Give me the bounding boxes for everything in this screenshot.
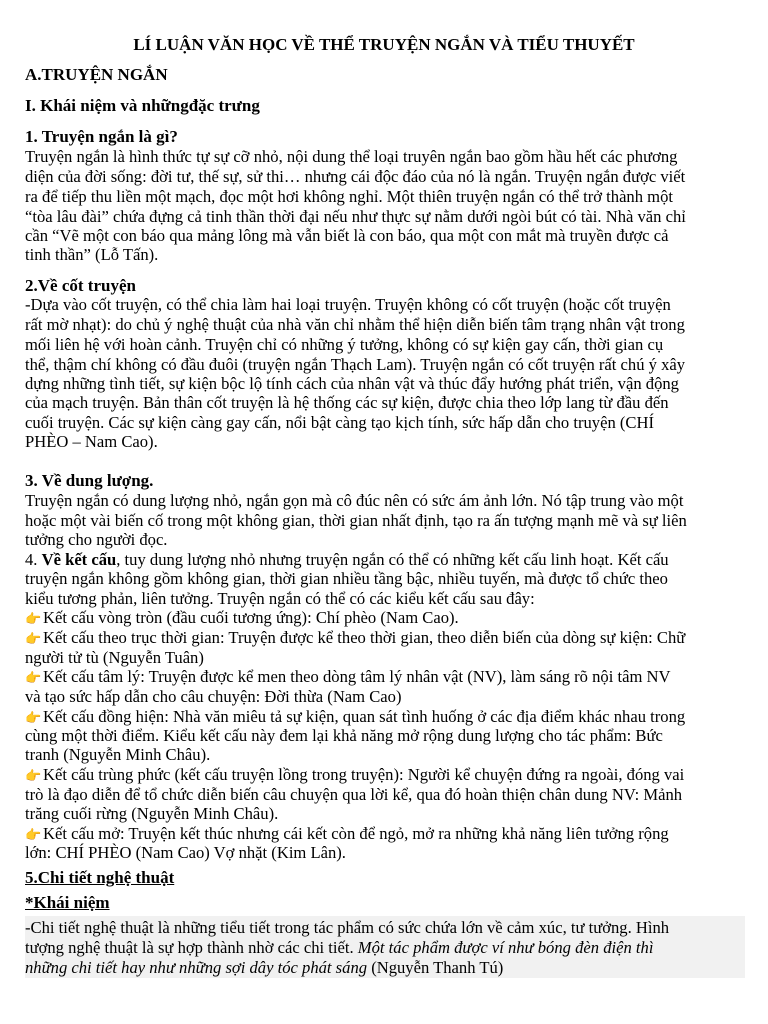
pointing-hand-icon: 👉	[25, 828, 42, 843]
s1-line: cần “Vẽ một con báo qua mảng lông mà vẫn biết là con báo, qua một con mắt mà truyền được cả	[25, 226, 669, 245]
bullet-text: Kết cấu mở: Truyện kết thúc nhưng cái kết còn để ngỏ, mở ra những khả năng liên tưởng rộng	[43, 824, 669, 843]
s2-line: rất mờ nhạt): do chủ ý nghệ thuật của nhà văn chỉ nhằm thể hiện diễn biến tâm trạng nhân vật trong	[25, 315, 685, 334]
s4-heading: Về kết cấu	[41, 550, 117, 569]
s4-bullet-cont: trăng cuối rừng (Nguyễn Minh Châu).	[25, 804, 279, 823]
pointing-hand-icon: 👉	[25, 632, 42, 647]
s2-heading: 2.Về cốt truyện	[25, 276, 136, 295]
s4-bullet-cont: và tạo sức hấp dẫn cho câu chuyện: Đời thừa (Nam Cao)	[25, 687, 402, 706]
s4-bullet-line	[25, 628, 685, 650]
s2-line: của mạch truyện. Bản thân cốt truyện là hệ thống các sự kiện, được chia theo lớp lang từ đầu đến	[25, 393, 669, 412]
s5-line	[25, 938, 653, 958]
s1-line: Truyện ngắn là hình thức tự sự cỡ nhỏ, nội dung thể loại truyên ngắn bao gồm hầu hết các phương	[25, 147, 678, 166]
s4-first-line	[25, 550, 669, 570]
bullet-text: Kết cấu đồng hiện: Nhà văn miêu tả sự kiện, quan sát tình huống ở các địa điểm khác nhau trong	[43, 707, 686, 726]
s5-line	[25, 958, 503, 978]
s4-number: 4.	[25, 550, 42, 569]
s2-line: cuối truyện. Các sự kiện càng gay cấn, nổi bật càng tạo kịch tính, sức hấp dẫn cho truyện (CHÍ	[25, 413, 654, 432]
s4-bullet-cont: trò là đạo diễn để tổ chức diễn biến câu chuyện qua lời kể, qua đó hoàn thiện chân dung NV: Mảnh	[25, 785, 683, 804]
s1-heading: 1. Truyện ngắn là gì?	[25, 127, 178, 146]
s4-first-rest: , tuy dung lượng nhỏ nhưng truyện ngắn có thể có những kết cấu linh hoạt. Kết cấu	[116, 550, 669, 569]
s4-line: truyện ngắn không gồm không gian, thời gian nhiều tầng bậc, nhiều tuyến, mà được tổ chức theo	[25, 569, 668, 588]
section-a-heading: A.TRUYỆN NGẮN	[25, 65, 168, 84]
s2-line: thể, thậm chí không có đầu đuôi (truyện ngắn Thạch Lam). Truyện ngắn có cốt truyện rất chú ý xây	[25, 355, 686, 374]
s3-heading: 3. Về dung lượng.	[25, 471, 154, 490]
s2-line: dựng những tình tiết, sự kiện bộc lộ tính cách của nhân vật và thúc đẩy hướng phát triển, vận động	[25, 374, 679, 393]
s2-line: mối liên hệ với hoàn cảnh. Truyện chỉ có những ý tưởng, không có sự kiện gay cấn, thời gian cụ	[25, 335, 664, 354]
s5-line3-plain: (Nguyễn Thanh Tú)	[367, 958, 504, 977]
s2-line: PHÈO – Nam Cao).	[25, 432, 158, 451]
s4-bullet-cont: cùng một thời điểm. Kiểu kết cấu này đem lại khả năng mở rộng dung lượng cho tác phẩm: Bức	[25, 726, 663, 745]
s4-line: kiểu tương phản, liên tưởng. Truyện ngắn có thể có các kiểu kết cấu sau đây:	[25, 589, 535, 608]
pointing-hand-icon: 👉	[25, 612, 42, 627]
s1-line: diện của đời sống: đời tư, thế sự, sử thi… nhưng cái độc đáo của nó là ngắn. Truyện ngắn được viết	[25, 167, 686, 186]
s1-line: ra để tiếp thu liền một mạch, đọc một hơi không nghỉ. Một thiên truyện ngắn có thể trở thành một	[25, 187, 673, 206]
s3-line: Truyện ngắn có dung lượng nhỏ, ngắn gọn mà cô đúc nên có sức ám ảnh lớn. Nó tập trung vào một	[25, 491, 684, 510]
bullet-text: Kết cấu theo trục thời gian: Truyện được kể theo thời gian, theo diễn biến của dòng sự kiện: Chữ	[43, 628, 686, 647]
s5-line: -Chi tiết nghệ thuật là những tiểu tiết trong tác phẩm có sức chứa lớn về cảm xúc, tư tưởng. Hình	[25, 918, 670, 937]
bullet-text: Kết cấu trùng phức (kết cấu truyện lồng trong truyện): Người kể chuyện đứng ra ngoài, đóng vai	[43, 765, 685, 784]
pointing-hand-icon: 👉	[25, 711, 42, 726]
s5-line3-italic: những chi tiết hay như những sợi dây tóc phát sáng	[25, 958, 368, 977]
document-title: LÍ LUẬN VĂN HỌC VỀ THỂ TRUYỆN NGẮN VÀ TIỂU THUYẾT	[133, 35, 635, 54]
s1-line: “tòa lâu đài” chứa đựng cả tinh thần thời đại nếu như thực sự nằm dưới ngòi bút có tài. Nhà văn chỉ	[25, 207, 686, 226]
pointing-hand-icon: 👉	[25, 671, 42, 686]
s5-line2-plain: tượng nghệ thuật là sự hợp thành nhờ các chi tiết.	[25, 938, 358, 957]
s5-line2-italic: Một tác phẩm được ví như bóng đèn điện thì	[357, 938, 654, 957]
s4-bullet-cont: người tử tù (Nguyễn Tuân)	[25, 648, 204, 667]
s4-bullet-line	[25, 608, 459, 630]
section-i-heading: I. Khái niệm và nhữngđặc trưng	[25, 96, 260, 115]
pointing-hand-icon: 👉	[25, 769, 42, 784]
s4-bullet-line	[25, 667, 670, 689]
bullet-text: Kết cấu tâm lý: Truyện được kể men theo dòng tâm lý nhân vật (NV), làm sáng rõ nội tâm NV	[43, 667, 671, 686]
s3-line: tưởng cho người đọc.	[25, 530, 168, 549]
s1-line: tinh thần” (Lỗ Tấn).	[25, 245, 159, 264]
s2-line: -Dựa vào cốt truyện, có thể chia làm hai loại truyện. Truyện không có cốt truyện (hoặc cốt truyện	[25, 295, 671, 314]
s4-bullet-cont: tranh (Nguyễn Minh Châu).	[25, 745, 211, 764]
s5-subheading: *Khái niệm	[25, 893, 110, 912]
s3-line: hoặc một vài biến cố trong một không gian, thời gian nhất định, tạo ra ấn tượng mạnh mẽ và sự liên	[25, 511, 687, 530]
s5-heading: 5.Chi tiết nghệ thuật	[25, 868, 175, 887]
bullet-text: Kết cấu vòng tròn (đầu cuối tương ứng): Chí phèo (Nam Cao).	[43, 608, 459, 627]
s4-bullet-cont: lớn: CHÍ PHÈO (Nam Cao) Vợ nhặt (Kim Lân).	[25, 843, 346, 862]
s4-bullet-line	[25, 765, 684, 787]
